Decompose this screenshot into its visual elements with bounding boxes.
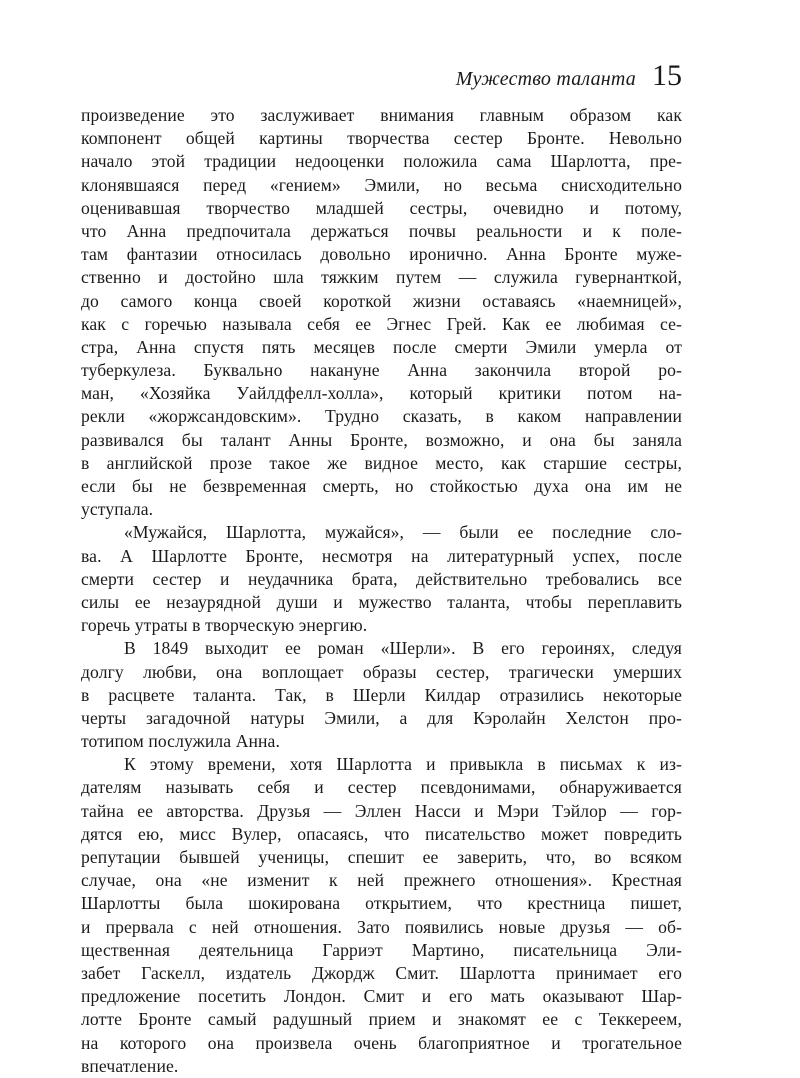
- text-line: забет Гаскелл, издатель Джордж Смит. Шарлотта принимает его: [81, 962, 682, 983]
- text-line: как с горечью называла себя ее Эгнес Грей. Как ее любимая се-: [81, 313, 682, 334]
- text-line: если бы не безвременная смерть, но стойкостью духа она им не: [81, 476, 682, 496]
- text-line: дателям называть себя и сестер псевдонимами, обнаруживается: [81, 777, 682, 798]
- text-line: и прервала с ней отношения. Зато появились новые друзья — об-: [81, 916, 682, 937]
- text-line: туберкулеза. Буквально накануне Анна закончила второй ро-: [81, 360, 682, 381]
- paragraph: [81, 753, 682, 1078]
- text-line: стра, Анна спустя пять месяцев после смерти Эмили умерла от: [81, 336, 682, 357]
- paragraph: [81, 521, 682, 637]
- text-line: предложение посетить Лондон. Смит и его мать оказывают Шар-: [81, 986, 682, 1007]
- text-line: горечь утраты в творческую энергию.: [81, 615, 368, 636]
- text-line: Шарлотты была шокирована открытием, что крестница пишет,: [81, 893, 682, 914]
- text-line: долгу любви, она воплощает образы сестер, трагически умерших: [81, 661, 682, 682]
- text-line: начало этой традиции недооценки положила сама Шарлотта, пре-: [81, 151, 682, 172]
- body-text: [81, 104, 682, 1078]
- text-line: случае, она «не изменит к ней прежнего отношения». Крестная: [81, 870, 682, 891]
- text-line: смерти сестер и неудачника брата, действительно требовались все: [81, 568, 682, 589]
- running-title: Мужество таланта: [455, 68, 636, 90]
- text-line: впечатление.: [81, 1055, 179, 1076]
- text-line: компонент общей картины творчества сестер Бронте. Невольно: [81, 128, 682, 149]
- text-line: репутации бывшей ученицы, спешит ее заверить, что, во всяком: [81, 847, 682, 867]
- text-line: до самого конца своей короткой жизни оставаясь «наемницей»,: [81, 290, 682, 311]
- text-line: в расцвете таланта. Так, в Шерли Килдар отразились некоторые: [81, 684, 682, 705]
- text-line: уступала.: [81, 499, 154, 520]
- text-line: оценивавшая творчество младшей сестры, очевидно и потому,: [81, 197, 682, 218]
- text-line: В 1849 выходит ее роман «Шерли». В его героинях, следуя: [124, 638, 682, 659]
- text-line: силы ее незаурядной души и мужество таланта, чтобы переплавить: [81, 591, 682, 612]
- text-line: рекли «жоржсандовским». Трудно сказать, в каком направлении: [81, 406, 682, 427]
- text-line: произведение это заслуживает внимания главным образом как: [81, 105, 682, 125]
- text-line: ман, «Хозяйка Уайлдфелл-холла», который критики потом на-: [81, 383, 682, 404]
- text-line: тотипом послужила Анна.: [81, 731, 280, 752]
- paragraph: [81, 637, 682, 753]
- text-line: ва. А Шарлотте Бронте, несмотря на литературный успех, после: [81, 545, 682, 566]
- text-line: там фантазии относилась довольно иронично. Анна Бронте муже-: [81, 244, 682, 265]
- text-line: «Мужайся, Шарлотта, мужайся», — были ее последние сло-: [124, 522, 682, 543]
- text-line: что Анна предпочитала держаться почвы реальности и к поле-: [81, 220, 682, 241]
- text-line: лотте Бронте самый радушный прием и знакомят ее с Теккереем,: [81, 1009, 682, 1030]
- text-line: тайна ее авторства. Друзья — Эллен Насси и Мэри Тэйлор — гор-: [81, 800, 682, 821]
- text-line: ственно и достойно шла тяжким путем — служила гувернанткой,: [81, 267, 682, 288]
- text-line: черты загадочной натуры Эмили, а для Кэролайн Хелстон про-: [81, 707, 682, 728]
- text-line: на которого она произвела очень благоприятное и трогательное: [81, 1032, 682, 1053]
- text-line: К этому времени, хотя Шарлотта и привыкла в письмах к из-: [124, 754, 682, 775]
- text-line: щественная деятельница Гарриэт Мартино, писательница Эли-: [81, 939, 682, 960]
- paragraph: [81, 104, 682, 521]
- text-line: дятся ею, мисс Вулер, опасаясь, что писательство может повредить: [81, 823, 682, 844]
- page-number: 15: [652, 59, 682, 92]
- text-line: клонявшаяся перед «гением» Эмили, но весьма снисходительно: [81, 174, 682, 195]
- running-head: [81, 60, 682, 96]
- text-line: развивался бы талант Анны Бронте, возможно, и она бы заняла: [81, 429, 682, 450]
- text-line: в английской прозе такое же видное место, как старшие сестры,: [81, 452, 682, 473]
